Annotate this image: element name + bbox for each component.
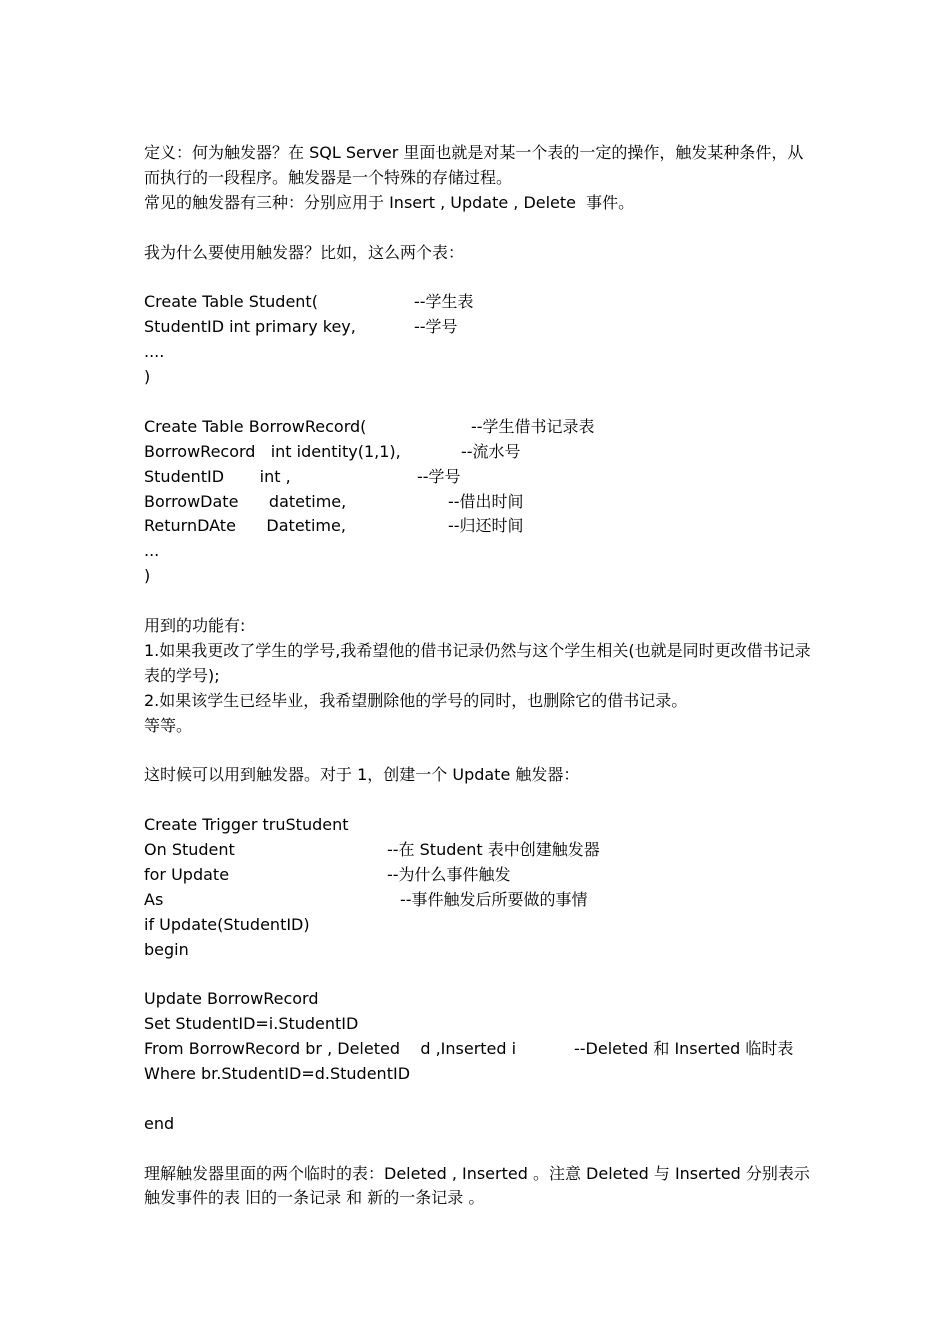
code-comment: --借出时间 [448,491,524,511]
code-text: BorrowDate datetime, [144,491,347,511]
code-line [144,415,814,440]
blank-line [144,589,814,614]
code-comment: --学生借书记录表 [471,416,595,436]
code-line: Set StudentID=i.StudentID [144,1014,359,1034]
code-text: StudentID int , [144,466,291,486]
code-line: end [144,1113,175,1133]
code-line [144,440,814,465]
code-line: if Update(StudentID) [144,914,310,934]
code-line [144,290,814,315]
trigger-types-line: 常见的触发器有三种：分别应用于 Insert , Update , Delete 事件。 [144,192,635,212]
code-line [144,514,814,539]
code-line: Where br.StudentID=d.StudentID [144,1064,411,1084]
code-close-paren: ) [144,566,151,586]
code-text: StudentID int primary key, [144,317,356,337]
code-line [144,838,814,863]
code-comment: --流水号 [461,441,521,461]
blank-line [144,962,814,987]
closing-paragraph: 理解触发器里面的两个临时的表：Deleted , Inserted 。注意 Deleted 与 Inserted 分别表示触发事件的表 旧的一条记录 和 新的一条记录 。 [144,1163,810,1208]
blank-line [144,390,814,415]
blank-line [144,216,814,241]
code-text: for Update [144,864,230,884]
definition-paragraph: 定义：何为触发器？在 SQL Server 里面也就是对某一个表的一定的操作，触发某种条件，从而执行的一段程序。触发器是一个特殊的存储过程。 [144,143,804,187]
code-comment: --事件触发后所要做的事情 [400,889,588,909]
blank-line [144,738,814,763]
code-text: BorrowRecord int identity(1,1), [144,441,401,461]
code-comment: --Deleted 和 Inserted 临时表 [574,1039,794,1059]
code-line [144,863,814,888]
code-line: begin [144,939,189,959]
blank-line [144,265,814,290]
code-comment: --归还时间 [448,516,524,536]
blank-line [144,1087,814,1112]
feature-item-1: 1.如果我更改了学生的学号,我希望他的借书记录仍然与这个学生相关(也就是同时更改借书记录表的学号); [144,640,811,685]
code-comment: --为什么事件触发 [387,864,511,884]
code-comment: --学号 [414,317,458,337]
features-heading: 用到的功能有: [144,615,246,635]
trigger-intro-line: 这时候可以用到触发器。对于 1，创建一个 Update 触发器： [144,765,580,785]
code-line [144,465,814,490]
document-body [144,141,814,1211]
code-line: Update BorrowRecord [144,989,319,1009]
code-ellipsis: .... [144,342,165,362]
code-comment: --学号 [417,466,461,486]
code-text: As [144,889,164,909]
code-comment: --学生表 [414,292,474,312]
code-text: On Student [144,840,235,859]
code-text: From BorrowRecord br , Deleted d ,Inserted i [144,1039,517,1059]
code-ellipsis: ... [144,541,160,561]
feature-item-2: 2.如果该学生已经毕业，我希望删除他的学号的同时，也删除它的借书记录。 [144,690,688,710]
code-text: Create Table Student( [144,292,318,312]
code-line: Create Trigger truStudent [144,815,349,835]
code-comment: --在 Student 表中创建触发器 [387,840,600,859]
why-use-triggers-line: 我为什么要使用触发器？比如，这么两个表： [144,242,465,262]
blank-line [144,1137,814,1162]
code-line [144,888,814,913]
code-line [144,1037,814,1062]
code-text: ReturnDAte Datetime, [144,516,346,536]
blank-line [144,788,814,813]
code-close-paren: ) [144,367,151,387]
code-line [144,315,814,340]
features-etc: 等等。 [144,715,193,735]
code-line [144,490,814,515]
code-text: Create Table BorrowRecord( [144,416,367,436]
